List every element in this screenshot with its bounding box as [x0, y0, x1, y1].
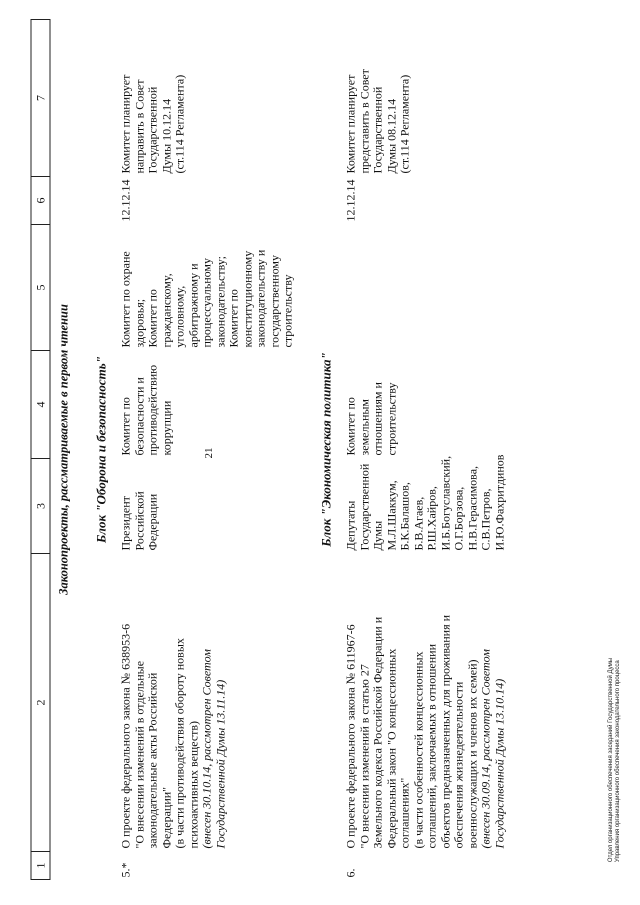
- committee-line: противодействию: [145, 364, 159, 456]
- draft-line: (в части противодействия обороту новых: [172, 638, 186, 849]
- co-executor-line: процессуальному: [199, 258, 213, 348]
- footer: [608, 658, 622, 862]
- agenda-row: [119, 20, 305, 880]
- draft-line: Федерации": [158, 786, 173, 849]
- draft-line: обеспечения жизнедеятельности: [451, 681, 465, 849]
- agenda-row: [344, 20, 516, 880]
- draft-line: (в части особенностей концессионных: [410, 651, 425, 849]
- author-line: Думы: [370, 520, 384, 551]
- co-executor-line: законодательству;: [212, 255, 227, 348]
- author-line: Б.В.Агаев,: [410, 496, 425, 551]
- committee-line: отношениям и: [370, 382, 384, 456]
- draft-description: [344, 554, 516, 852]
- author-line: С.В.Петров,: [478, 488, 492, 551]
- draft-line: О проекте федерального закона № 611967-6: [343, 624, 357, 849]
- note-line: Думы 10.12.14: [158, 98, 173, 174]
- agenda-sheet: [30, 20, 605, 880]
- note-line: направить в Совет: [131, 79, 146, 174]
- draft-line: "О внесении изменений в отдельные: [131, 660, 146, 849]
- draft-line: Земельного кодекса Российской Федерации и: [370, 616, 384, 849]
- co-executors: [119, 225, 305, 351]
- co-executor-line: Комитет по: [145, 289, 159, 348]
- column-header: 7: [31, 20, 50, 177]
- committee-line: земельным: [356, 398, 371, 456]
- note-line: (ст.114 Регламента): [397, 74, 411, 174]
- draft-line: психоактивных веществ): [185, 720, 200, 849]
- draft-line: "О внесении изменений в статью 27: [356, 664, 371, 849]
- co-executor-line: государственному: [266, 255, 281, 348]
- note-line: Государственной: [145, 86, 159, 174]
- committee-line: строительству: [383, 382, 398, 456]
- committee-line: Комитет по: [118, 397, 132, 456]
- co-executor-line: конституционному: [239, 250, 254, 348]
- author-line: Р.Ш.Хайров,: [424, 486, 438, 551]
- responsible-committee: [119, 351, 305, 459]
- page-number: 21: [203, 447, 215, 459]
- committee-line: безопасности и: [131, 377, 146, 456]
- author: [119, 459, 305, 554]
- footer-line: Отдел организационного обеспечения заседаний Государственной Думы: [608, 657, 614, 863]
- author-line: И.Ю.Фахритдинов: [491, 454, 506, 551]
- note: [119, 20, 305, 177]
- responsible-committee: [344, 351, 516, 459]
- draft-submission-line: Государственной Думы 13.11.14): [212, 679, 227, 849]
- column-header: 3: [31, 459, 50, 554]
- note-line: Комитет планирует: [343, 74, 357, 174]
- author-line: М.Л.Шаккум,: [383, 480, 398, 551]
- co-executor-line: арбитражному и: [185, 263, 200, 348]
- date: 12.12.14: [118, 179, 132, 222]
- agenda-sheet-rotated: [30, 20, 605, 880]
- draft-line: Федеральный закон "О концессионных: [383, 648, 398, 849]
- block-title: Блок "Оборона и безопасность": [92, 356, 108, 543]
- co-executor-line: Комитет по: [226, 289, 240, 348]
- note-line: Думы 08.12.14: [383, 98, 398, 174]
- author-line: Н.В.Герасимова,: [464, 465, 479, 551]
- column-header: 6: [31, 177, 50, 225]
- note-line: (ст.114 Регламента): [172, 74, 186, 174]
- column-header-row: [31, 20, 50, 880]
- draft-submission-line: Государственной Думы 13.10.14): [491, 678, 506, 849]
- committee-line: коррупции: [158, 400, 173, 456]
- co-executor-line: строительству: [280, 274, 294, 348]
- note: [344, 20, 516, 177]
- draft-submission-line: (внесен 30.09.14, рассмотрен Советом: [478, 649, 492, 849]
- column-header: 2: [31, 554, 50, 852]
- note-line: Государственной: [370, 86, 384, 174]
- co-executor-line: здоровья;: [131, 298, 146, 348]
- co-executor-line: Комитет по охране: [118, 251, 132, 348]
- co-executor-line: гражданскому,: [158, 273, 173, 348]
- table-body: [50, 20, 517, 880]
- author-line: И.Б.Богуславский,: [437, 455, 452, 551]
- draft-line: военнослужащих и членов их семей): [464, 659, 479, 849]
- committee-line: Комитет по: [343, 397, 357, 456]
- draft-submission-line: (внесен 30.10.14, рассмотрен Советом: [199, 649, 213, 849]
- draft-line: соглашениях": [397, 777, 411, 849]
- item-number: 5.*: [118, 862, 132, 878]
- draft-line: законодательные акты Российской: [145, 672, 159, 849]
- agenda-table: [30, 19, 516, 880]
- author: [343, 454, 516, 554]
- co-executor-line: законодательству и: [253, 249, 267, 348]
- co-executor-line: уголовному,: [172, 285, 186, 348]
- column-header: 1: [31, 852, 50, 880]
- author-line: Российской: [131, 491, 146, 551]
- note-line: Комитет планирует: [118, 74, 132, 174]
- draft-line: О проекте федерального закона № 638953-6: [118, 623, 132, 849]
- draft-description: [119, 554, 305, 852]
- section-title: Законопроекты, рассматриваемые в первом чтении: [56, 304, 70, 595]
- footer-line: Управления организационного обеспечения законодательного процесса: [615, 660, 621, 863]
- author-line: Б.К.Балашов,: [397, 482, 411, 551]
- item-number: 6.: [343, 868, 357, 878]
- date: 12.12.14: [343, 179, 357, 222]
- block-title: Блок "Экономическая политика": [317, 352, 333, 547]
- author-line: О.Г.Борзова,: [451, 486, 465, 551]
- author-line: Президент: [118, 496, 132, 551]
- author-line: Депутаты: [343, 500, 357, 551]
- note-line: представить в Совет: [356, 69, 371, 174]
- draft-line: соглашений, заключаемых в отношении: [424, 643, 438, 849]
- draft-line: объектов предназначенных для проживания и: [437, 614, 452, 849]
- column-header: 4: [31, 351, 50, 459]
- author-line: Государственной: [356, 463, 371, 551]
- author-line: Федерации: [145, 493, 159, 551]
- co-executors: [344, 225, 516, 351]
- column-header: 5: [31, 225, 50, 351]
